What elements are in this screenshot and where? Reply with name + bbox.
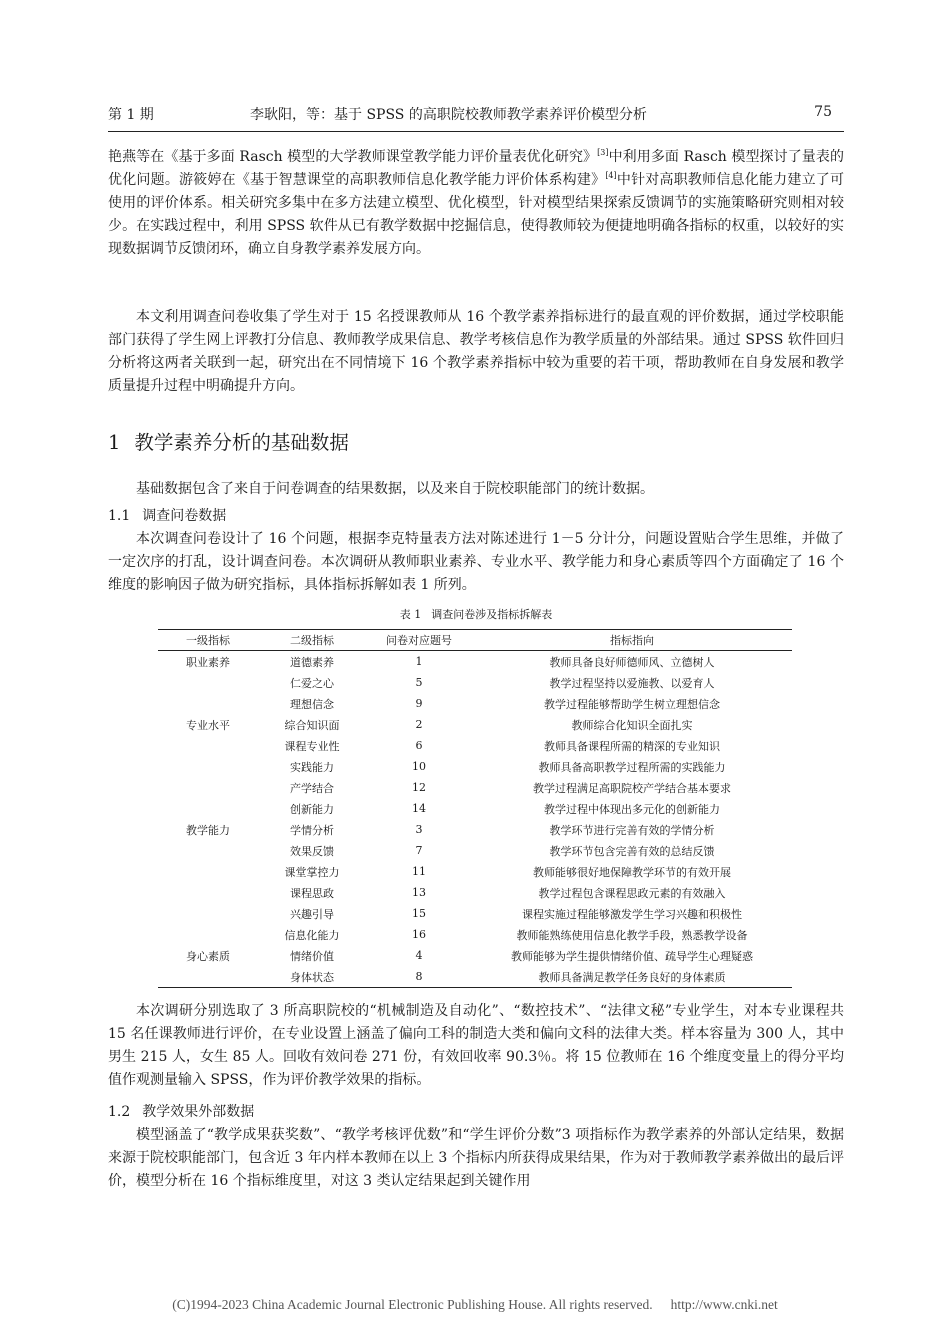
table-cell: 教师具备满足教学任务良好的身体素质 [472, 966, 792, 988]
paragraph-survey-sample: 本次调研分别选取了 3 所高职院校的“机械制造及自动化”、“数控技术”、“法律文秘”专业学生，对本专业课程共 15 名任课教师进行评价，在专业设置上涵盖了偏向工科的制造大类和偏向文科的法律大类。样本容量为 300 人，其中男生 215 人，女生 85 人。回收有效问卷 271 份，有效回收率 90.3％。将 15 位教师在 16 个维度变量上的得分平均值作观测量输入 SPSS，作为评价教学效果的指标。 [108, 1003, 844, 1088]
section-heading-1 [108, 427, 349, 455]
table-row [158, 651, 792, 673]
table-row [158, 840, 792, 861]
table-cell [158, 924, 258, 945]
table-cell: 教师具备良好师德师风、立德树人 [549, 655, 715, 669]
table-cell: 13 [412, 886, 426, 899]
table-row [158, 777, 792, 798]
table-cell: 理想信念 [290, 697, 334, 711]
table-cell [158, 903, 258, 924]
column-header: 二级指标 [258, 630, 366, 651]
issue-number: 第 1 期 [108, 107, 154, 123]
table-cell: 教师能够为学生提供情绪价值、疏导学生心理疑惑 [511, 949, 753, 963]
table-cell [158, 861, 258, 882]
table-row [158, 924, 792, 945]
page-number: 75 [814, 104, 832, 120]
table-cell: 9 [415, 697, 423, 710]
table-cell: 教师综合化知识全面扎实 [571, 718, 693, 732]
section-number: 1 [108, 431, 121, 454]
table-cell: 情绪价值 [290, 949, 334, 963]
table-cell [158, 966, 258, 988]
text-span: 艳燕等在《基于多面 Rasch 模型的大学教师课堂教学能力评价量表优化研究》 [108, 149, 598, 165]
column-header: 指标指向 [472, 630, 792, 651]
table-row [158, 903, 792, 924]
text-span: 中针对高职教师信息化能力建立了可使用的评价体系。相关研究多集中在多方法建立模型、优化模型，针对模型结果探索反馈调节的实施策略研究则相对较少。在实践过程中，利用 SPSS 软件从已有教学数据中挖掘信息，使得教师较为便捷地明确各指标的权重，以较好的实现数据调节反馈闭环，确立自身教学素养发展方向。 [108, 172, 844, 257]
table-cell: 教学过程能够帮助学生树立理想信念 [544, 697, 720, 711]
table-cell: 课程实施过程能够激发学生学习兴趣和积极性 [522, 907, 742, 921]
table-row [158, 882, 792, 903]
table-cell: 16 [412, 928, 426, 941]
table-cell [158, 693, 258, 714]
table-cell: 1 [415, 655, 423, 668]
table-cell: 创新能力 [290, 802, 334, 816]
table-cell: 教学过程坚持以爱施教、以爱育人 [549, 676, 715, 690]
table-cell: 教师具备课程所需的精深的专业知识 [544, 739, 720, 753]
table-cell: 信息化能力 [284, 928, 340, 942]
table-row [158, 819, 792, 840]
table-cell: 效果反馈 [290, 844, 334, 858]
paragraph-questionnaire-design: 本次调查问卷设计了 16 个问题，根据李克特量表方法对陈述进行 1－5 分计分，问题设置贴合学生思维，并做了一定次序的打乱，设计调查问卷。本次调研从教师职业素养、专业水平、教学能力和身心素质等四个方面确定了 16 个维度的影响因子做为研究指标，具体指标拆解如表 1 所列。 [108, 531, 844, 593]
table-cell: 职业素养 [186, 655, 230, 669]
section-title: 教学素养分析的基础数据 [134, 431, 349, 454]
citation-ref-4[interactable]: [4] [605, 171, 617, 180]
table-cell: 教师具备高职教学过程所需的实践能力 [538, 760, 726, 774]
table-cell: 12 [412, 781, 426, 794]
section-heading-1-2 [108, 1101, 254, 1121]
table-caption [108, 606, 844, 622]
table-cell [158, 840, 258, 861]
table-label: 表 1 [399, 608, 422, 621]
column-header: 一级指标 [158, 630, 258, 651]
copyright-footer [0, 1297, 950, 1313]
running-header [108, 104, 832, 126]
table-row [158, 756, 792, 777]
table-cell: 2 [415, 718, 423, 731]
table-caption-text: 调查问卷涉及指标拆解表 [431, 608, 553, 621]
table-cell [158, 882, 258, 903]
section-title: 教学效果外部数据 [142, 1104, 255, 1120]
table-cell: 11 [412, 865, 426, 878]
table-cell: 6 [415, 739, 423, 752]
table-cell: 课堂掌控力 [284, 865, 340, 879]
indicator-table [158, 629, 792, 988]
table-cell: 5 [415, 676, 423, 689]
table-cell: 教师能够很好地保障教学环节的有效开展 [533, 865, 731, 879]
paragraph-external-data: 模型涵盖了“教学成果获奖数”、“教学考核评优数”和“学生评价分数”3 项指标作为教学素养的外部认定结果，数据来源于院校职能部门，包含近 3 年内样本教师在以上 3 个指标内所获得成果结果，作为对于教师教学素养做出的最后评价，模型分析在 16 个指标维度里，对这 3 类认定结果起到关键作用 [108, 1127, 844, 1189]
table-row [158, 966, 792, 988]
section-heading-1-1 [108, 505, 226, 525]
table-cell: 教学环节进行完善有效的学情分析 [549, 823, 715, 837]
citation-ref-3[interactable]: [3] [597, 148, 609, 157]
table-row [158, 798, 792, 819]
column-header: 问卷对应题号 [366, 630, 472, 651]
table-cell: 课程专业性 [284, 739, 340, 753]
table-row [158, 945, 792, 966]
table-row [158, 693, 792, 714]
table-cell: 7 [415, 844, 423, 857]
table-cell: 8 [366, 966, 472, 988]
table-cell: 兴趣引导 [290, 907, 334, 921]
table-cell: 10 [412, 760, 426, 773]
table-cell: 教学能力 [186, 823, 230, 837]
section-title: 调查问卷数据 [142, 508, 227, 524]
table-cell: 产学结合 [290, 781, 334, 795]
table-cell: 仁爱之心 [290, 676, 334, 690]
header-rule [108, 131, 844, 132]
table-cell: 15 [412, 907, 426, 920]
table-cell: 教师能熟练使用信息化教学手段，熟悉教学设备 [516, 928, 748, 942]
table-row [158, 861, 792, 882]
table-cell: 实践能力 [290, 760, 334, 774]
text-span: 中利用多面 Rasch 模型探讨了量表的优化问题。游筱婷在《基于智慧课堂的高职教师信息化教学能力评价体系构建》 [108, 149, 844, 188]
table-cell: 课程思政 [290, 886, 334, 900]
table-cell: 教学环节包含完善有效的总结反馈 [549, 844, 715, 858]
section-number: 1.1 [108, 508, 131, 524]
table-cell: 4 [415, 949, 423, 962]
table-cell: 教学过程满足高职院校产学结合基本要求 [533, 781, 731, 795]
running-title: 李耿阳，等：基于 SPSS 的高职院校教师教学素养评价模型分析 [250, 107, 647, 123]
table-cell: 3 [415, 823, 423, 836]
table-cell: 身体状态 [258, 966, 366, 988]
table-cell: 专业水平 [186, 718, 230, 732]
cnki-link[interactable]: http://www.cnki.net [670, 1297, 778, 1312]
table-cell: 教学过程包含课程思政元素的有效融入 [538, 886, 726, 900]
table-cell: 14 [412, 802, 426, 815]
table-cell: 道德素养 [290, 655, 334, 669]
copyright-text: (C)1994-2023 China Academic Journal Electronic Publishing House. All rights reserved. [172, 1297, 653, 1312]
table-cell: 教学过程中体现出多元化的创新能力 [544, 802, 720, 816]
table-cell: 身心素质 [186, 949, 230, 963]
table-cell: 学情分析 [290, 823, 334, 837]
section-number: 1.2 [108, 1104, 131, 1120]
table-cell [158, 672, 258, 693]
table-row [158, 672, 792, 693]
paragraph-basic-data: 基础数据包含了来自于问卷调查的结果数据，以及来自于院校职能部门的统计数据。 [136, 481, 654, 497]
table-header-row [158, 630, 792, 651]
paragraph-intro-related-work [108, 146, 844, 261]
table-cell [158, 756, 258, 777]
table-cell [158, 735, 258, 756]
table-row [158, 714, 792, 735]
table-cell [158, 777, 258, 798]
paragraph-study-overview: 本文利用调查问卷收集了学生对于 15 名授课教师从 16 个教学素养指标进行的最直观的评价数据，通过学校职能部门获得了学生网上评教打分信息、教师教学成果信息、教学考核信息作为教学质量的外部结果。通过 SPSS 软件回归分析将这两者关联到一起，研究出在不同情境下 16 个教学素养指标中较为重要的若干项，帮助教师在自身发展和教学质量提升过程中明确提升方向。 [108, 309, 844, 394]
table-cell: 综合知识面 [284, 718, 340, 732]
table-cell [158, 798, 258, 819]
table-row [158, 735, 792, 756]
